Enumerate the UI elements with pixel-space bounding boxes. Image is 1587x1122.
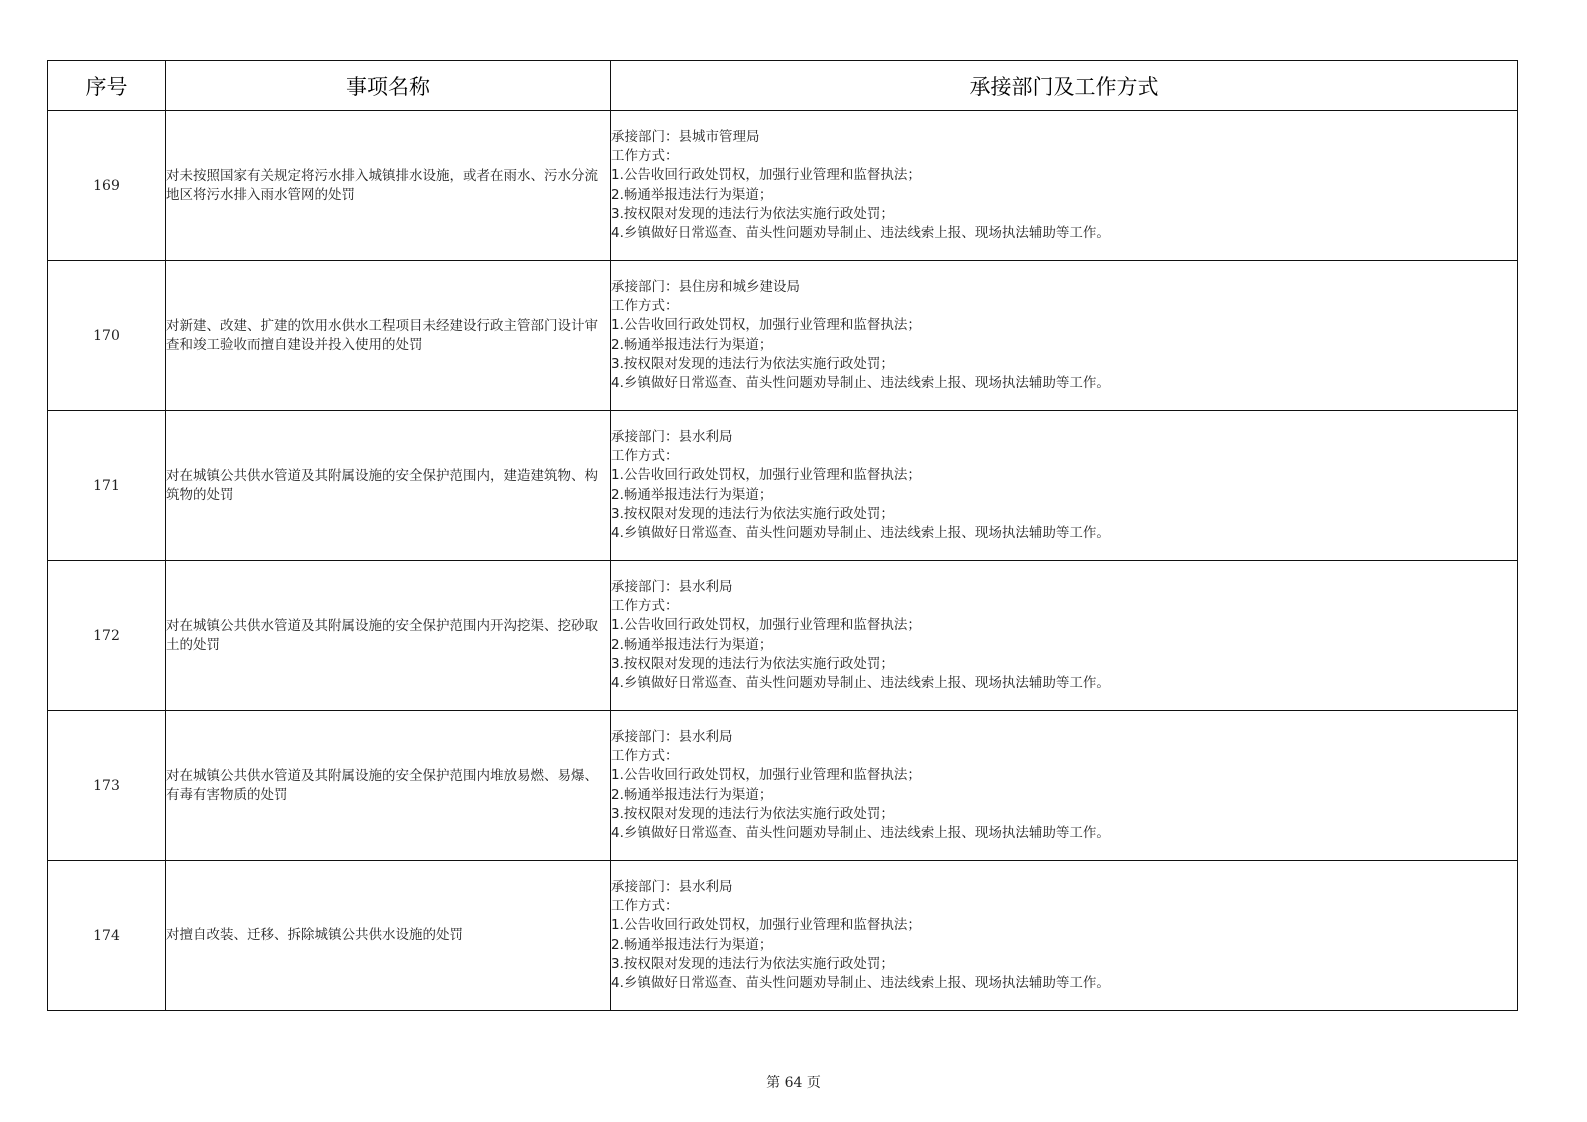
method-label: 工作方式：: [611, 447, 679, 464]
row-seq: 170: [48, 261, 166, 411]
method-item: 3.按权限对发现的违法行为依法实施行政处罚；: [611, 205, 894, 222]
header-name: 事项名称: [166, 61, 611, 111]
method-item: 2.畅通举报违法行为渠道；: [611, 486, 773, 503]
table-header-row: [48, 61, 1518, 111]
method-item: 3.按权限对发现的违法行为依法实施行政处罚；: [611, 355, 894, 372]
table-row: [48, 861, 1518, 1011]
method-item: 4.乡镇做好日常巡查、苗头性问题劝导制止、违法线索上报、现场执法辅助等工作。: [611, 975, 1110, 992]
method-item: 1.公告收回行政处罚权，加强行业管理和监督执法；: [611, 617, 921, 634]
method-item: 4.乡镇做好日常巡查、苗头性问题劝导制止、违法线索上报、现场执法辅助等工作。: [611, 375, 1110, 392]
row-seq: 171: [48, 411, 166, 561]
method-label: 工作方式：: [611, 747, 679, 764]
method-item: 1.公告收回行政处罚权，加强行业管理和监督执法；: [611, 917, 921, 934]
header-seq: 序号: [48, 61, 166, 111]
method-item: 1.公告收回行政处罚权，加强行业管理和监督执法；: [611, 317, 921, 334]
method-item: 3.按权限对发现的违法行为依法实施行政处罚；: [611, 805, 894, 822]
row-dept-cell: [611, 411, 1518, 561]
row-item-name: 对在城镇公共供水管道及其附属设施的安全保护范围内，建造建筑物、构筑物的处罚: [166, 411, 611, 561]
items-table: [47, 60, 1518, 1011]
row-item-name: 对在城镇公共供水管道及其附属设施的安全保护范围内堆放易燃、易爆、有毒有害物质的处罚: [166, 711, 611, 861]
table-row: [48, 261, 1518, 411]
method-item: 3.按权限对发现的违法行为依法实施行政处罚；: [611, 955, 894, 972]
method-item: 1.公告收回行政处罚权，加强行业管理和监督执法；: [611, 767, 921, 784]
method-item: 4.乡镇做好日常巡查、苗头性问题劝导制止、违法线索上报、现场执法辅助等工作。: [611, 525, 1110, 542]
row-item-name: 对在城镇公共供水管道及其附属设施的安全保护范围内开沟挖渠、挖砂取土的处罚: [166, 561, 611, 711]
row-dept-cell: [611, 111, 1518, 261]
method-item: 1.公告收回行政处罚权，加强行业管理和监督执法；: [611, 167, 921, 184]
method-item: 4.乡镇做好日常巡查、苗头性问题劝导制止、违法线索上报、现场执法辅助等工作。: [611, 825, 1110, 842]
dept-line: 承接部门：县城市管理局: [611, 128, 760, 145]
row-seq: 174: [48, 861, 166, 1011]
row-seq: 173: [48, 711, 166, 861]
method-item: 2.畅通举报违法行为渠道；: [611, 786, 773, 803]
row-dept-cell: [611, 261, 1518, 411]
row-dept-cell: [611, 711, 1518, 861]
header-dept: 承接部门及工作方式: [611, 61, 1518, 111]
row-dept-cell: [611, 861, 1518, 1011]
row-dept-cell: [611, 561, 1518, 711]
dept-line: 承接部门：县水利局: [611, 578, 733, 595]
row-item-name: 对擅自改装、迁移、拆除城镇公共供水设施的处罚: [166, 861, 611, 1011]
method-label: 工作方式：: [611, 147, 679, 164]
dept-line: 承接部门：县水利局: [611, 728, 733, 745]
dept-line: 承接部门：县住房和城乡建设局: [611, 278, 800, 295]
method-item: 2.畅通举报违法行为渠道；: [611, 636, 773, 653]
method-label: 工作方式：: [611, 597, 679, 614]
method-item: 4.乡镇做好日常巡查、苗头性问题劝导制止、违法线索上报、现场执法辅助等工作。: [611, 675, 1110, 692]
method-item: 3.按权限对发现的违法行为依法实施行政处罚；: [611, 505, 894, 522]
row-seq: 169: [48, 111, 166, 261]
method-label: 工作方式：: [611, 897, 679, 914]
row-seq: 172: [48, 561, 166, 711]
method-item: 1.公告收回行政处罚权，加强行业管理和监督执法；: [611, 467, 921, 484]
row-item-name: 对未按照国家有关规定将污水排入城镇排水设施，或者在雨水、污水分流地区将污水排入雨水管网的处罚: [166, 111, 611, 261]
dept-line: 承接部门：县水利局: [611, 428, 733, 445]
row-item-name: 对新建、改建、扩建的饮用水供水工程项目未经建设行政主管部门设计审查和竣工验收而擅自建设并投入使用的处罚: [166, 261, 611, 411]
page-number: 第 64 页: [766, 1075, 821, 1091]
method-item: 4.乡镇做好日常巡查、苗头性问题劝导制止、违法线索上报、现场执法辅助等工作。: [611, 225, 1110, 242]
method-item: 2.畅通举报违法行为渠道；: [611, 336, 773, 353]
table-row: [48, 561, 1518, 711]
table-row: [48, 711, 1518, 861]
table-row: [48, 111, 1518, 261]
method-item: 2.畅通举报违法行为渠道；: [611, 186, 773, 203]
method-item: 3.按权限对发现的违法行为依法实施行政处罚；: [611, 655, 894, 672]
dept-line: 承接部门：县水利局: [611, 878, 733, 895]
method-item: 2.畅通举报违法行为渠道；: [611, 936, 773, 953]
method-label: 工作方式：: [611, 297, 679, 314]
table-row: [48, 411, 1518, 561]
